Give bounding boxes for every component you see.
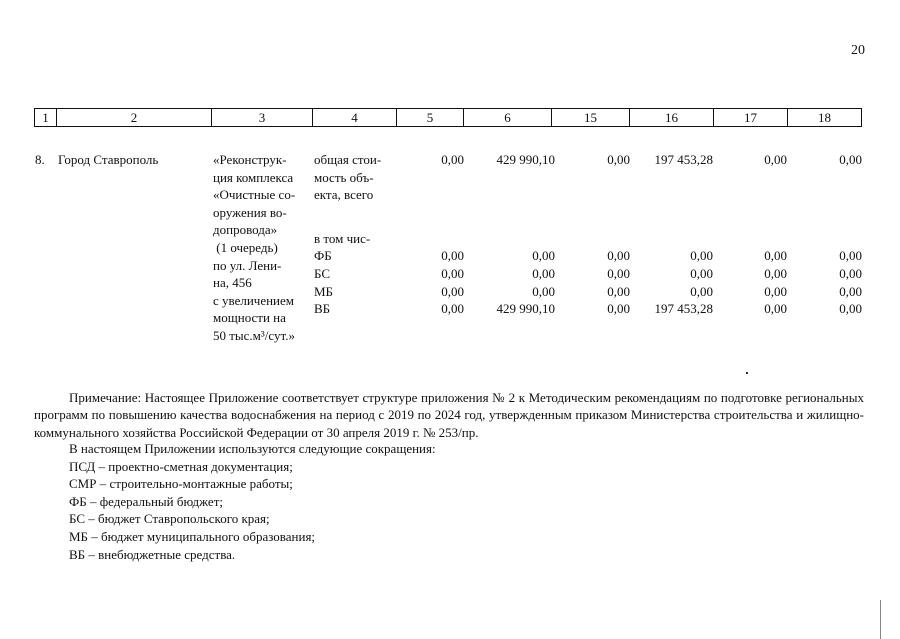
row-city: Город Ставрополь	[58, 152, 159, 167]
mb-col-15: 0,00	[607, 284, 630, 299]
header-col-5: 5	[397, 109, 464, 126]
bs-col-15: 0,00	[607, 266, 630, 281]
source-label-bs: БС	[314, 266, 331, 281]
note-paragraph: Примечание: Настоящее Приложение соответствует структуре приложения № 2 к Методическим рекомендациям по подготовке региональных программ по повышению качества водоснабжения на период с 2019 по 2024 год, утвержденным приказом Министерства строительства и жилищно-коммунального хозяйства Российской Федерации от 30 апреля 2019 г. № 253/пр.	[34, 390, 864, 440]
total-col-15: 0,00	[607, 152, 630, 167]
cost-label-line: мость объ-	[314, 169, 374, 185]
cost-label-including: в том чис-	[314, 231, 371, 246]
bs-col-16: 0,00	[690, 266, 713, 281]
vb-col-18: 0,00	[839, 301, 862, 316]
mb-col-17: 0,00	[764, 284, 787, 299]
mb-col-5: 0,00	[441, 284, 464, 299]
cost-label-line: общая стои-	[314, 152, 382, 167]
header-col-15: 15	[552, 109, 630, 126]
speck	[746, 372, 748, 374]
vb-col-6: 429 990,10	[496, 301, 555, 316]
project-line: по ул. Лени-	[213, 257, 282, 273]
mb-col-18: 0,00	[839, 284, 862, 299]
abbreviations-intro: В настоящем Приложении используются следующие сокращения:	[69, 441, 436, 456]
fb-col-16: 0,00	[690, 248, 713, 263]
abbreviation-item: ПСД – проектно-сметная документация;	[69, 458, 293, 474]
vb-col-15: 0,00	[607, 301, 630, 316]
abbreviations-list	[69, 440, 436, 563]
header-col-18: 18	[818, 110, 831, 125]
abbreviation-item: ФБ – федеральный бюджет;	[69, 493, 223, 509]
page-edge-line	[880, 600, 881, 639]
header-col-17: 17	[714, 109, 788, 126]
abbreviation-item: БС – бюджет Ставропольского края;	[69, 511, 270, 527]
project-line: 50 тыс.м³/сут.»	[213, 327, 295, 343]
vb-col-17: 0,00	[764, 301, 787, 316]
row-number: 8.	[35, 152, 45, 167]
abbreviation-item: МБ – бюджет муниципального образования;	[69, 528, 316, 544]
header-col-16: 16	[630, 109, 714, 126]
abbreviation-item: СМР – строительно-монтажные работы;	[69, 476, 293, 492]
abbreviation-item: ВБ – внебюджетные средства.	[69, 546, 236, 562]
fb-col-5: 0,00	[441, 248, 464, 263]
project-line: оружения во-	[213, 204, 287, 220]
cost-label-line: екта, всего	[314, 187, 374, 203]
bs-col-18: 0,00	[839, 266, 862, 281]
total-col-6: 429 990,10	[496, 152, 555, 167]
vb-col-16: 197 453,28	[654, 301, 713, 316]
source-label-fb: ФБ	[314, 248, 332, 263]
header-col-1: 1	[35, 109, 57, 126]
project-name	[213, 151, 295, 345]
fb-col-6: 0,00	[532, 248, 555, 263]
table-header-row	[34, 108, 862, 127]
header-col-6: 6	[464, 109, 552, 126]
bs-col-5: 0,00	[441, 266, 464, 281]
header-col-3: 3	[212, 109, 313, 126]
source-label-mb: МБ	[314, 284, 334, 299]
project-line: мощности на	[213, 310, 286, 326]
total-col-16: 197 453,28	[654, 152, 713, 167]
bs-col-6: 0,00	[532, 266, 555, 281]
project-line: ция комплекса	[213, 169, 294, 185]
project-line: «Очистные со-	[213, 187, 296, 203]
total-col-18: 0,00	[839, 152, 862, 167]
cost-label-total	[314, 151, 381, 204]
mb-col-6: 0,00	[532, 284, 555, 299]
source-label-vb: ВБ	[314, 301, 331, 316]
vb-col-5: 0,00	[441, 301, 464, 316]
page-number: 20	[851, 43, 865, 58]
bs-col-17: 0,00	[764, 266, 787, 281]
header-col-2: 2	[57, 109, 212, 126]
project-line: «Реконструк-	[213, 152, 287, 167]
project-line: допровода»	[213, 222, 278, 238]
project-line: на, 456	[213, 275, 252, 291]
total-col-5: 0,00	[441, 152, 464, 167]
total-col-17: 0,00	[764, 152, 787, 167]
mb-col-16: 0,00	[690, 284, 713, 299]
header-col-4: 4	[313, 109, 397, 126]
project-line: с увеличением	[213, 292, 295, 308]
fb-col-18: 0,00	[839, 248, 862, 263]
project-line: (1 очередь)	[213, 239, 278, 255]
fb-col-17: 0,00	[764, 248, 787, 263]
fb-col-15: 0,00	[607, 248, 630, 263]
